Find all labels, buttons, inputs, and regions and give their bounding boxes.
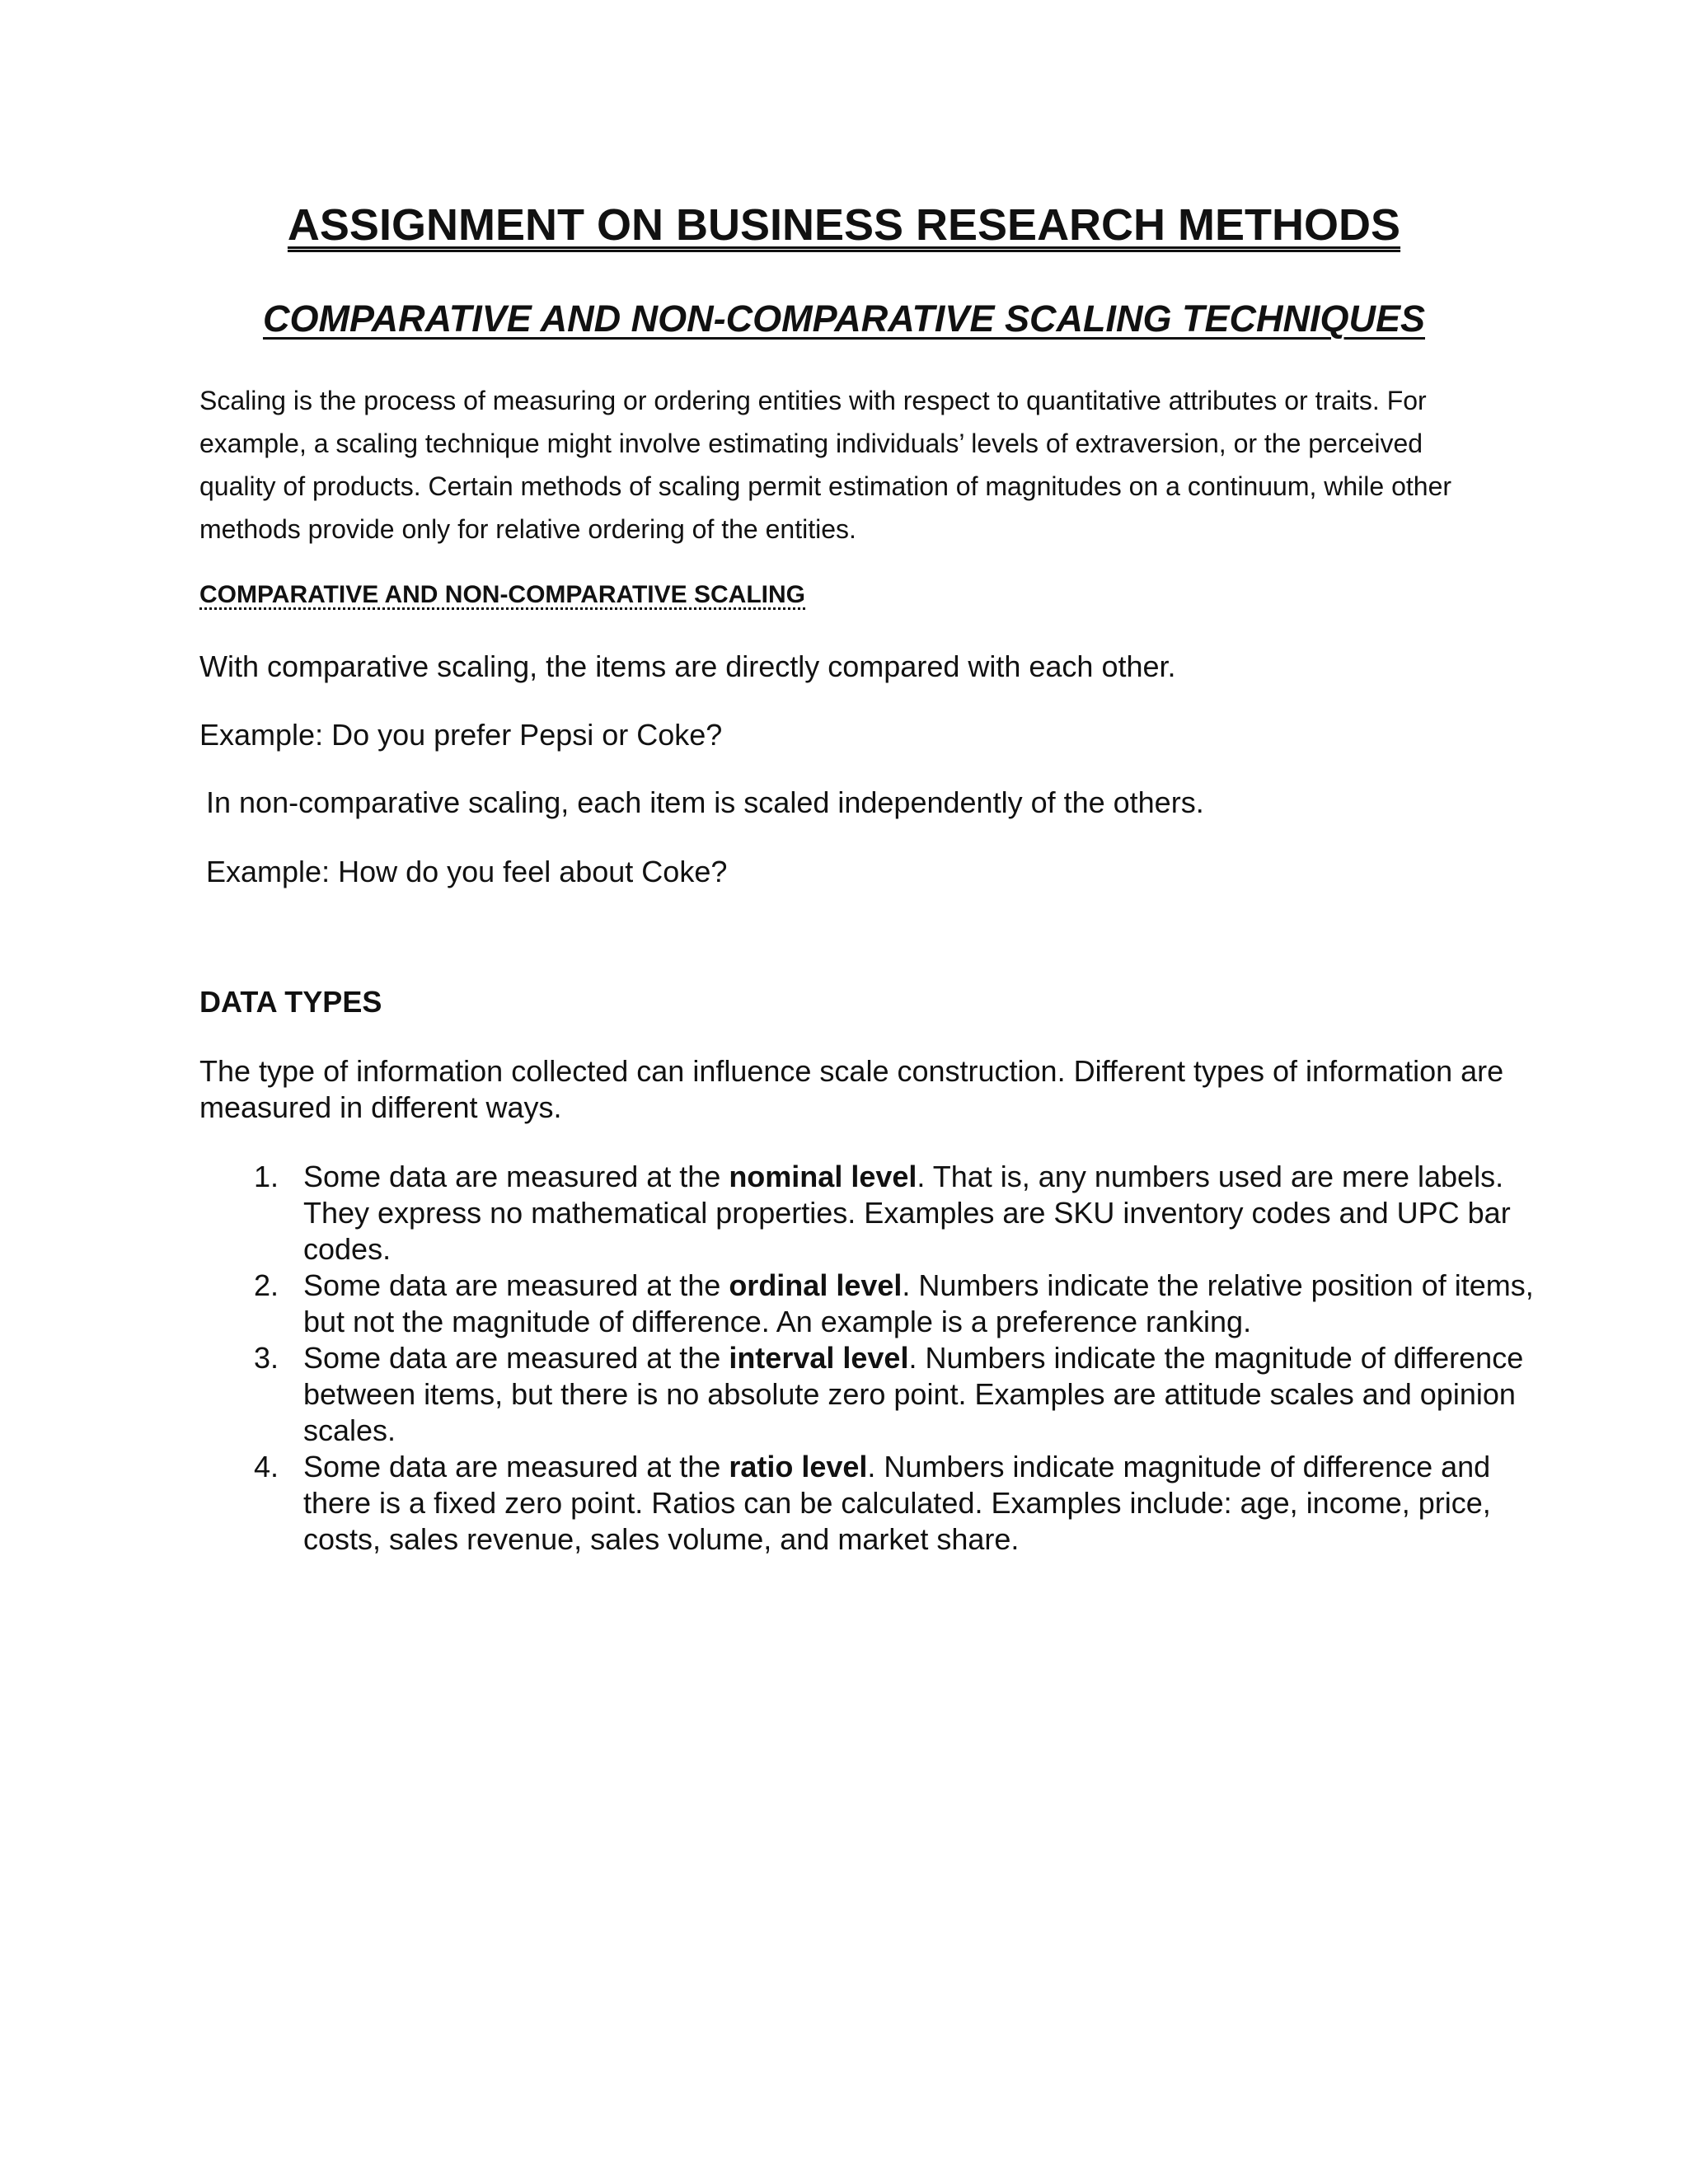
section-heading-scaling: COMPARATIVE AND NON-COMPARATIVE SCALING [199, 581, 805, 608]
list-item [254, 1449, 1540, 1558]
list-item-number: 3. [254, 1341, 279, 1375]
list-item-text-before: Some data are measured at the [303, 1450, 729, 1483]
comparative-example-paragraph: Example: Do you prefer Pepsi or Coke? [199, 718, 723, 752]
list-item [254, 1268, 1540, 1340]
data-types-intro-paragraph: The type of information collected can influence scale construction. Different types of information are measured in different ways. [199, 1054, 1504, 1124]
list-item-term: nominal level [729, 1160, 917, 1193]
data-types-list [254, 1159, 1540, 1558]
non-comparative-example-paragraph: Example: How do you feel about Coke? [206, 855, 728, 888]
document-title-text: ASSIGNMENT ON BUSINESS RESEARCH METHODS [287, 200, 1401, 250]
list-item-text-after: . That is, any numbers used are mere labels. They express no mathematical properties. Examples are SKU inventory codes and UPC bar codes. [303, 1160, 1511, 1266]
list-item-text-after: . Numbers indicate magnitude of difference and there is a fixed zero point. Ratios can be calculated. Examples include: age, income, price, costs, sales revenue, sales volume, and market share. [303, 1450, 1491, 1556]
list-item-text-before: Some data are measured at the [303, 1268, 729, 1302]
section-heading-data-types: DATA TYPES [199, 985, 382, 1019]
list-item-term: ordinal level [729, 1268, 903, 1302]
comparative-scaling-paragraph: With comparative scaling, the items are directly compared with each other. [199, 649, 1176, 683]
list-item-text-before: Some data are measured at the [303, 1160, 729, 1193]
list-item-number: 4. [254, 1450, 279, 1483]
non-comparative-scaling-paragraph: In non-comparative scaling, each item is scaled independently of the others. [206, 785, 1204, 819]
intro-paragraph: Scaling is the process of measuring or ordering entities with respect to quantitative attributes or traits. For example, a scaling technique might involve estimating individuals’ levels of extraversion, or the perceived quality of products. Certain methods of scaling permit estimation of magnitudes on a continuum, while other methods provide only for relative ordering of the entities. [199, 386, 1452, 544]
list-item-number: 2. [254, 1268, 279, 1302]
document-subtitle [0, 293, 1688, 345]
list-item [254, 1159, 1540, 1268]
list-item-text-after: . Numbers indicate the magnitude of difference between items, but there is no absolute zero point. Examples are attitude scales and opinion scales. [303, 1341, 1524, 1447]
list-item-text-before: Some data are measured at the [303, 1341, 729, 1375]
document-subtitle-text: COMPARATIVE AND NON-COMPARATIVE SCALING TECHNIQUES [262, 298, 1425, 340]
document-title [0, 196, 1688, 254]
list-item-term: interval level [729, 1341, 909, 1375]
list-item-term: ratio level [729, 1450, 868, 1483]
list-item-text-after: . Numbers indicate the relative position of items, but not the magnitude of difference. An example is a preference ranking. [303, 1268, 1534, 1338]
list-item-number: 1. [254, 1160, 279, 1193]
list-item [254, 1340, 1540, 1449]
